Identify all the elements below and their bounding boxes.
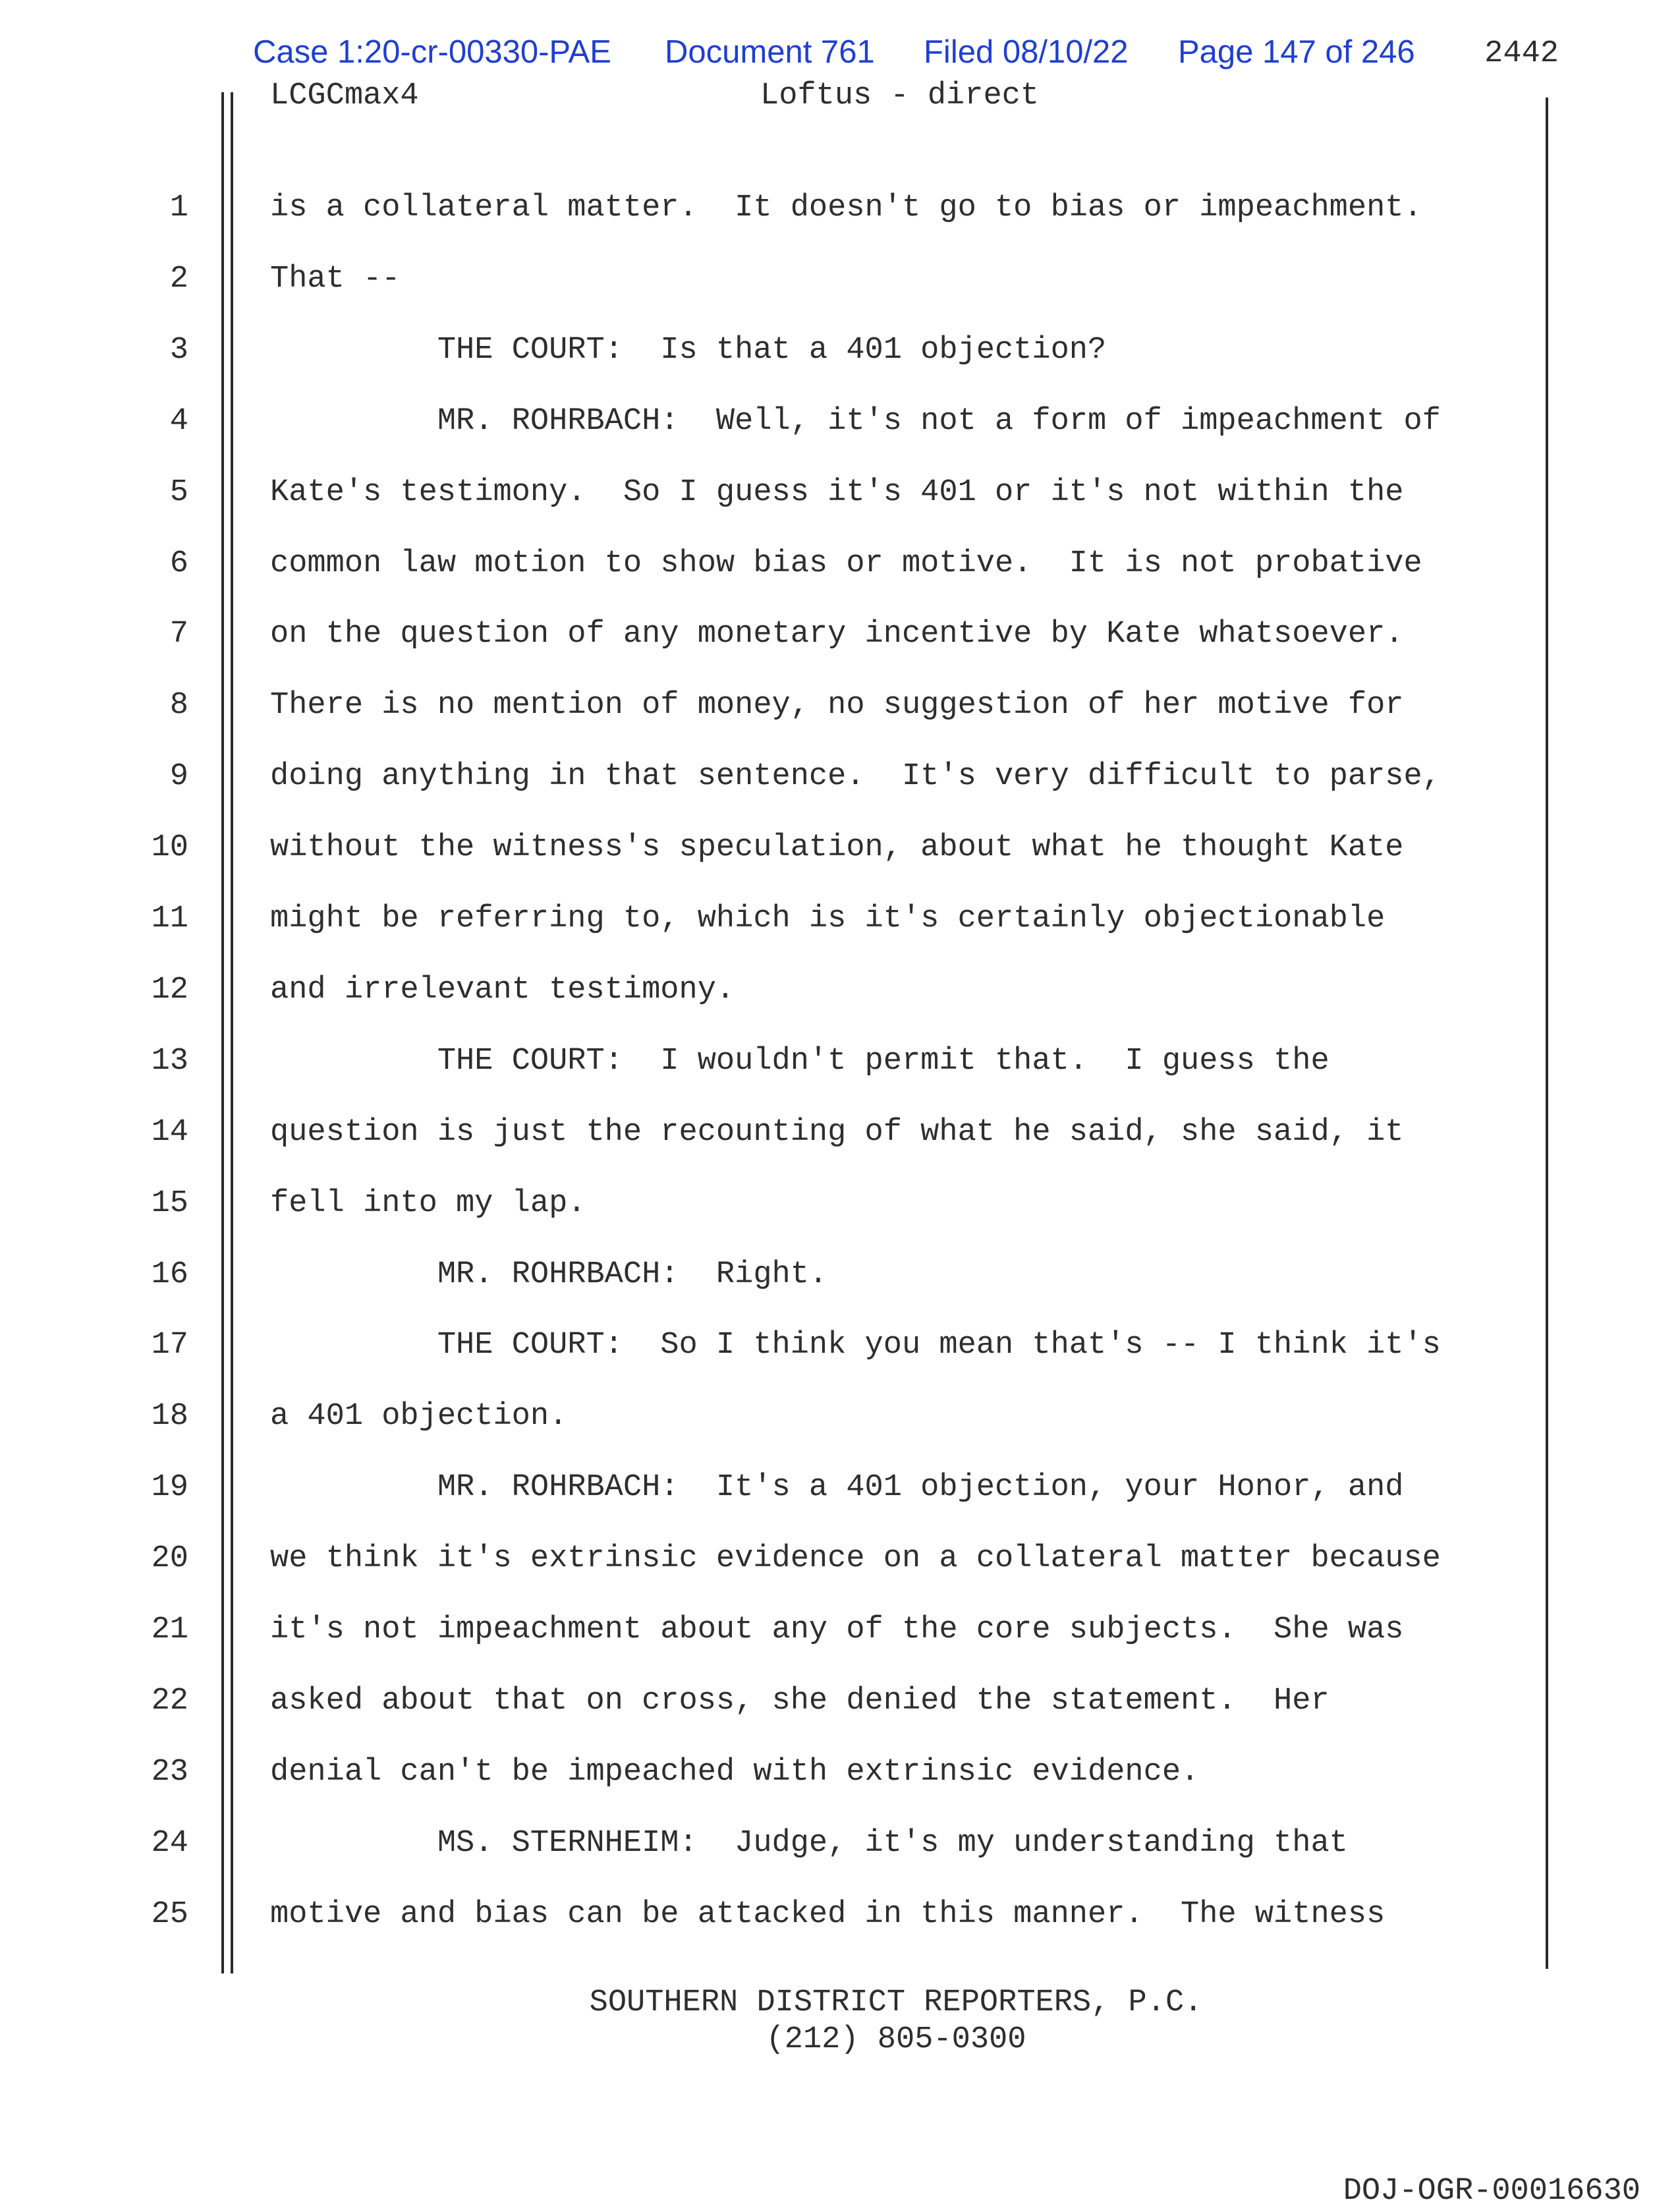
line-number: 24 [151,1826,188,1861]
transcript-line [0,1381,1680,1452]
ecf-filed-date: Filed 08/10/22 [924,34,1129,70]
line-number: 11 [151,901,188,936]
line-text: we think it's extrinsic evidence on a collateral matter because [270,1541,1441,1576]
line-number: 6 [169,546,188,581]
line-text: There is no mention of money, no suggestion of her motive for [270,688,1404,723]
line-text: a 401 objection. [270,1399,568,1434]
line-text: asked about that on cross, she denied the statement. Her [270,1684,1330,1718]
transcript-line [0,1310,1680,1381]
transcript-line [0,244,1680,315]
transcript-line [0,599,1680,670]
line-number: 8 [169,688,188,723]
transcript-header-witness: Loftus - direct [760,78,1040,113]
transcript-page-number: 2442 [1484,36,1559,71]
line-text: denial can't be impeached with extrinsic evidence. [270,1755,1200,1790]
line-text: MR. ROHRBACH: Right. [270,1257,828,1292]
line-number: 25 [151,1897,188,1932]
line-text: That -- [270,262,401,297]
transcript-line [0,1452,1680,1523]
transcript-line [0,1239,1680,1311]
line-text: it's not impeachment about any of the core subjects. She was [270,1612,1404,1647]
line-text: MS. STERNHEIM: Judge, it's my understanding that [270,1826,1348,1861]
line-text: and irrelevant testimony. [270,973,735,1007]
line-number: 7 [169,617,188,652]
line-number: 5 [169,475,188,510]
line-number: 15 [151,1186,188,1221]
line-text: fell into my lap. [270,1186,586,1221]
line-number: 23 [151,1755,188,1790]
transcript-line [0,884,1680,955]
line-number: 16 [151,1257,188,1292]
transcript-line [0,812,1680,884]
line-number: 3 [169,333,188,368]
transcript-line [0,1523,1680,1595]
line-number: 10 [151,830,188,865]
transcript-line [0,1595,1680,1666]
transcript-line [0,528,1680,600]
transcript-line [0,386,1680,457]
transcript-line [0,173,1680,244]
line-text: might be referring to, which is it's certainly objectionable [270,901,1386,936]
line-text: is a collateral matter. It doesn't go to bias or impeachment. [270,190,1422,225]
transcript-line [0,1097,1680,1168]
line-number: 22 [151,1684,188,1718]
footer-reporter-phone: (212) 805-0300 [766,2022,1026,2057]
transcript-line [0,955,1680,1026]
line-text: THE COURT: Is that a 401 objection? [270,333,1107,368]
transcript-line [0,1808,1680,1879]
ecf-document-number: Document 761 [665,34,875,70]
line-text: without the witness's speculation, about what he thought Kate [270,830,1404,865]
line-text: on the question of any monetary incentive by Kate whatsoever. [270,617,1404,652]
transcript-line [0,1666,1680,1737]
transcript-line [0,670,1680,741]
line-text: MR. ROHRBACH: It's a 401 objection, your Honor, and [270,1470,1404,1505]
transcript-header-code: LCGCmax4 [270,78,419,113]
line-text: common law motion to show bias or motive. It is not probative [270,546,1422,581]
line-number: 1 [169,190,188,225]
transcript-line [0,1737,1680,1808]
ecf-page-count: Page 147 of 246 [1178,34,1415,70]
line-text: doing anything in that sentence. It's very difficult to parse, [270,759,1441,794]
line-number: 9 [169,759,188,794]
line-text: Kate's testimony. So I guess it's 401 or it's not within the [270,475,1404,510]
line-number: 20 [151,1541,188,1576]
line-number: 13 [151,1044,188,1079]
line-number: 18 [151,1399,188,1434]
line-text: THE COURT: So I think you mean that's -- I think it's [270,1328,1441,1363]
line-number: 2 [169,262,188,297]
line-number: 12 [151,973,188,1007]
line-text: MR. ROHRBACH: Well, it's not a form of impeachment of [270,404,1441,439]
transcript-line [0,1879,1680,1950]
line-number: 4 [169,404,188,439]
line-number: 21 [151,1612,188,1647]
footer-reporter-name: SOUTHERN DISTRICT REPORTERS, P.C. [589,1985,1203,2020]
transcript-line [0,1168,1680,1239]
line-number: 14 [151,1115,188,1150]
line-text: motive and bias can be attacked in this manner. The witness [270,1897,1386,1932]
ecf-case-number: Case 1:20-cr-00330-PAE [253,34,611,70]
line-text: question is just the recounting of what he said, she said, it [270,1115,1404,1150]
line-number: 17 [151,1328,188,1363]
transcript-line [0,315,1680,386]
line-text: THE COURT: I wouldn't permit that. I guess the [270,1044,1330,1079]
transcript-line [0,1026,1680,1097]
transcript-line [0,457,1680,528]
transcript-line [0,741,1680,812]
line-number: 19 [151,1470,188,1505]
bates-number: DOJ-OGR-00016630 [1343,2174,1640,2209]
